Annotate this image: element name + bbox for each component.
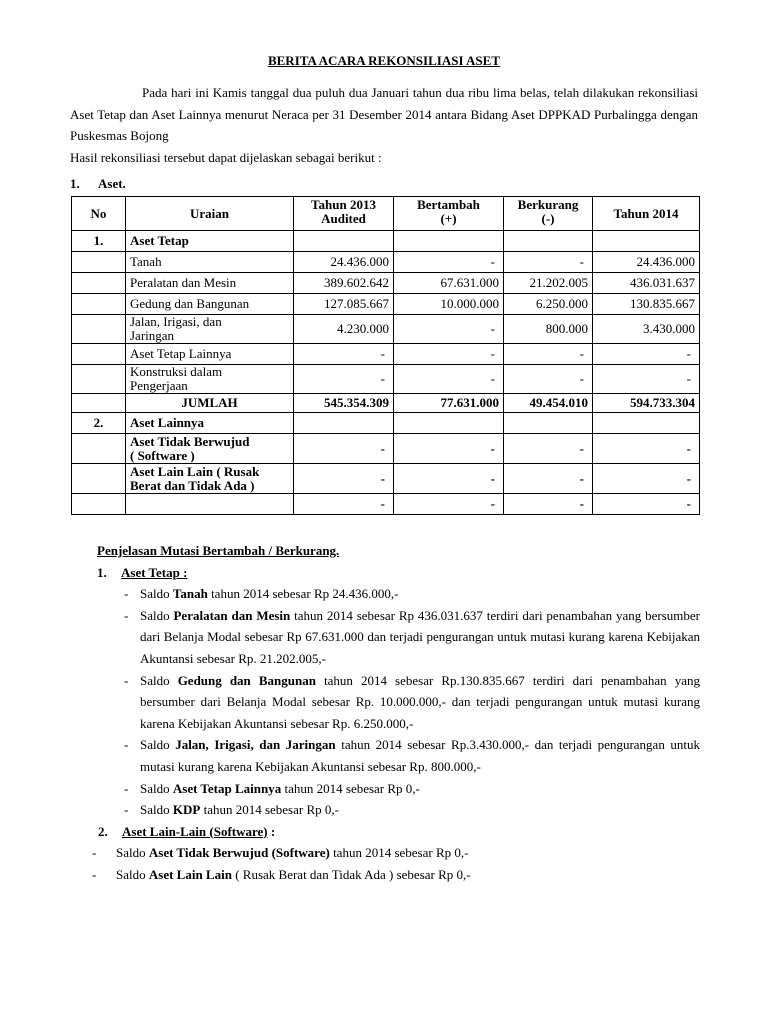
section-aset-heading [70,176,126,192]
item-text: ( Rusak Berat dan Tidak Ada ) sebesar Rp 0,- [231,866,471,882]
table-row [72,464,700,494]
item-text: Saldo [140,802,173,818]
explanation-sub-aset-tetap [70,562,700,584]
table-row [72,294,700,315]
list-item [70,864,700,886]
header-uraian: Uraian [126,197,294,231]
header-bertambah [394,197,504,231]
dash: - [124,802,129,818]
group-no: 2. [72,413,126,434]
group-row-aset-lainnya [72,413,700,434]
cell-berkurang: - [504,252,593,273]
dash: - [124,586,129,602]
empty-cell [72,294,126,315]
cell-tahun-2013: - [294,434,394,464]
header-berkurang-line2: (-) [541,211,555,226]
intro-paragraph: Pada hari ini Kamis tanggal dua puluh dua Januari tahun dua ribu lima belas, telah dilakukan rekonsiliasi Aset Tetap dan Aset Lainnya menurut Neraca per 31 Desember 2014 antara Bidang Aset DPPKAD Purbalingga dengan Puskesmas Bojong [70,85,698,143]
cell-tahun-2014: - [593,344,700,365]
intro [70,82,698,168]
cell-tahun-2014: - [593,365,700,394]
cell-tahun-2013: 127.085.667 [294,294,394,315]
cell-tahun-2013: - [294,464,394,494]
jumlah-label: JUMLAH [126,394,294,413]
jumlah-bertambah: 77.631.000 [394,394,504,413]
item-bold: Aset Tetap Lainnya [172,780,282,796]
cell-uraian-line2: Jaringan [130,328,175,343]
dash: - [124,672,129,688]
header-bertambah-line2: (+) [440,211,457,226]
cell-tahun-2013: - [294,344,394,365]
cell-berkurang: - [504,365,593,394]
table-row [72,434,700,464]
cell-uraian: Peralatan dan Mesin [126,273,294,294]
cell-tahun-2013: 4.230.000 [294,315,394,344]
header-tahun-2014: Tahun 2014 [593,197,700,231]
group-label: Aset Lainnya [126,413,294,434]
empty-cell [72,434,126,464]
list-item [70,778,700,800]
table-header-row [72,197,700,231]
explanation-heading: Penjelasan Mutasi Bertambah / Berkurang. [97,543,340,558]
dash: - [92,866,97,882]
intro-line: Hasil rekonsiliasi tersebut dapat dijelaskan sebagai berikut : [70,149,382,165]
cell-uraian-line1: Konstruksi dalam [130,364,223,379]
item-bold: Peralatan dan Mesin [173,607,291,623]
cell-uraian-line2: Berat dan Tidak Ada ) [130,477,255,493]
item-text: Saldo [140,780,173,796]
cell-bertambah: 10.000.000 [394,294,504,315]
cell-uraian: Tanah [126,252,294,273]
empty-cell [394,413,504,434]
empty-cell [126,494,294,515]
sub-label: Aset Lain-Lain (Software) [122,823,268,839]
cell-tahun-2013: 389.602.642 [294,273,394,294]
item-text: tahun 2014 sebesar Rp 0,- [281,780,420,796]
total-tahun-2013: - [294,494,394,515]
cell-bertambah: - [394,365,504,394]
empty-cell [72,365,126,394]
empty-cell [72,464,126,494]
cell-berkurang: 800.000 [504,315,593,344]
list-item [70,670,700,735]
cell-uraian [126,315,294,344]
item-text: tahun 2014 sebesar Rp 24.436.000,- [207,586,399,602]
dash: - [124,780,129,796]
jumlah-tahun-2013: 545.354.309 [294,394,394,413]
empty-cell [72,315,126,344]
cell-tahun-2014: - [593,464,700,494]
reconciliation-table [71,196,700,515]
empty-cell [504,413,593,434]
table-row [72,252,700,273]
cell-uraian-line2: Pengerjaan [130,378,188,393]
list-item [70,799,700,821]
list-item [70,842,700,864]
total-tahun-2014: - [593,494,700,515]
cell-uraian [126,464,294,494]
cell-berkurang: 6.250.000 [504,294,593,315]
list-item [70,605,700,670]
item-text: Saldo [140,672,178,688]
cell-bertambah: - [394,315,504,344]
cell-uraian [126,365,294,394]
cell-berkurang: - [504,434,593,464]
table-row [72,273,700,294]
header-tahun-2013-line1: Tahun 2013 [311,197,376,212]
group-label: Aset Tetap [126,231,294,252]
cell-uraian-line1: Aset Lain Lain ( Rusak [130,463,260,479]
dash: - [92,845,97,861]
empty-cell [394,231,504,252]
cell-tahun-2014: - [593,434,700,464]
cell-tahun-2013: - [294,365,394,394]
sub-number: 1. [97,564,107,580]
item-bold: Aset Lain Lain [148,866,232,882]
cell-bertambah: - [394,434,504,464]
item-bold: Tanah [172,586,208,602]
cell-tahun-2014: 130.835.667 [593,294,700,315]
jumlah-row [72,394,700,413]
empty-cell [593,413,700,434]
jumlah-berkurang: 49.454.010 [504,394,593,413]
dash: - [124,607,129,623]
item-bold: KDP [172,802,201,818]
cell-uraian-line1: Jalan, Irigasi, dan [130,314,222,329]
cell-tahun-2014: 436.031.637 [593,273,700,294]
item-text: Saldo [140,586,173,602]
empty-cell [294,413,394,434]
group-row-aset-tetap [72,231,700,252]
sub-label: Aset Tetap : [121,564,188,580]
explanation-sub-aset-lain [70,821,700,843]
empty-cell [72,494,126,515]
header-berkurang [504,197,593,231]
cell-bertambah: - [394,252,504,273]
item-bold: Gedung dan Bangunan [177,672,316,688]
section-label: Aset. [98,176,126,191]
empty-cell [72,252,126,273]
empty-cell [504,231,593,252]
item-text: Saldo [140,607,174,623]
total-berkurang: - [504,494,593,515]
dash: - [124,737,129,753]
table-row [72,365,700,394]
total-bertambah: - [394,494,504,515]
empty-cell [294,231,394,252]
explanation-section [70,540,700,886]
sub-colon: : [267,823,276,839]
empty-cell [72,344,126,365]
header-tahun-2013 [294,197,394,231]
item-text: tahun 2014 sebesar Rp.3.430.000,- dan terjadi pengurangan untuk mutasi kurang karena Kebijakan Akuntansi sebesar Rp. 800.000,- [140,737,700,774]
item-bold: Jalan, Irigasi, dan Jaringan [175,737,336,753]
cell-tahun-2013: 24.436.000 [294,252,394,273]
empty-cell [72,394,126,413]
list-item [70,734,700,777]
item-text: Saldo [116,845,149,861]
cell-berkurang: - [504,344,593,365]
item-text: Saldo [140,737,176,753]
jumlah-tahun-2014: 594.733.304 [593,394,700,413]
cell-berkurang: - [504,464,593,494]
cell-tahun-2014: 3.430.000 [593,315,700,344]
cell-bertambah: - [394,464,504,494]
header-no: No [72,197,126,231]
cell-bertambah: 67.631.000 [394,273,504,294]
item-text: tahun 2014 sebesar Rp.130.835.667 terdiri dari penambahan yang bersumber dari Belanja Modal sebesar Rp. 10.000.000,- dan terjadi pengurangan untuk mutasi kurang karena Kebijakan Akuntansi sebesar Rp. 6.250.000,- [140,672,700,731]
header-bertambah-line1: Bertambah [417,197,480,212]
item-text: Saldo [116,866,149,882]
total-row [72,494,700,515]
group-no: 1. [72,231,126,252]
list-item [70,583,700,605]
cell-uraian-line1: Aset Tidak Berwujud [130,433,250,449]
cell-uraian: Gedung dan Bangunan [126,294,294,315]
table-row [72,344,700,365]
cell-tahun-2014: 24.436.000 [593,252,700,273]
cell-bertambah: - [394,344,504,365]
item-text: tahun 2014 sebesar Rp 0,- [200,802,339,818]
cell-uraian-line2: ( Software ) [130,447,195,463]
header-berkurang-line1: Berkurang [517,197,579,212]
item-text: tahun 2014 sebesar Rp 0,- [329,845,469,861]
section-number: 1. [70,176,80,191]
sub-number: 2. [98,823,108,839]
table-row [72,315,700,344]
item-text: tahun 2014 sebesar Rp 436.031.637 terdiri dari penambahan yang bersumber dari Belanja Modal sebesar Rp 67.631.000 dan terjadi pengurangan untuk mutasi kurang karena Kebijakan Akuntansi sebesar Rp. 21.202.005,- [140,607,700,666]
item-bold: Aset Tidak Berwujud (Software) [148,845,330,861]
empty-cell [72,273,126,294]
cell-berkurang: 21.202.005 [504,273,593,294]
cell-uraian [126,434,294,464]
empty-cell [593,231,700,252]
cell-uraian: Aset Tetap Lainnya [126,344,294,365]
header-tahun-2013-line2: Audited [321,211,366,226]
document-title: BERITA ACARA REKONSILIASI ASET [267,53,501,68]
